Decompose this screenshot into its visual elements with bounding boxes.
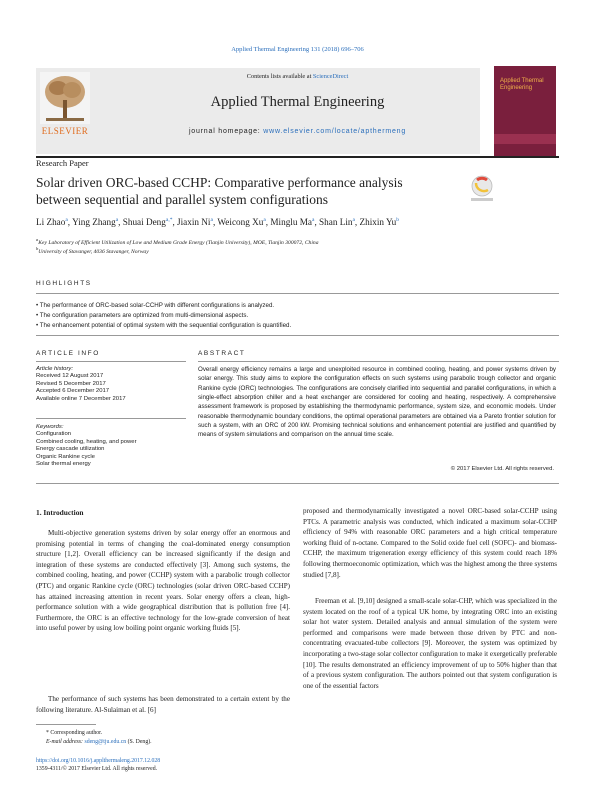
sciencedirect-link[interactable]: ScienceDirect — [312, 73, 349, 80]
homepage-prefix: journal homepage: — [188, 128, 264, 135]
email-label: E-mail address: — [46, 739, 85, 745]
abstract-bottom-rule — [36, 483, 559, 484]
article-info-heading: ARTICLE INFO — [36, 350, 100, 357]
journal-title: Applied Thermal Engineering — [210, 94, 385, 110]
keyword: Solar thermal energy — [36, 461, 91, 468]
keyword: Combined cooling, heating, and power — [36, 438, 137, 445]
keywords-block — [36, 424, 184, 468]
section-heading-introduction: 1. Introduction — [36, 508, 84, 517]
history-accepted: Accepted 6 December 2017 — [36, 388, 110, 395]
keyword: Configuration — [36, 431, 72, 438]
corresponding-author-note: * Corresponding author. — [46, 730, 103, 736]
author[interactable]: Weicong Xu$^a$ — [217, 217, 266, 228]
author[interactable]: Shan Lin$^a$ — [319, 217, 355, 228]
highlights-list — [36, 301, 291, 331]
author[interactable]: Li Zhao$^a$ — [36, 217, 68, 228]
article-info-rule — [36, 361, 186, 362]
keyword: Energy cascade utilization — [36, 446, 105, 453]
intro-paragraph-3: proposed and thermodynamically investigated a novel ORC-based solar-CCHP using PTCs. A parametric analysis was conducted, which indicated a maximum solar-CCHP efficiency of 94% with reasonable ORC parameters and a high critical temperature working fluid of n-octane. Compared to the Solid oxide fuel cell (SOFC)- and biomass-CCHP, the maximum trigeneration exergy efficiency of this system could reach 18% following thermoeconomic optimization, which was the highest among the three systems studied [7,8]. — [303, 507, 557, 579]
contents-prefix: Contents lists available at — [246, 73, 313, 80]
author[interactable]: Shuai Deng$^{a,*}$ — [122, 217, 173, 228]
cover-title: Applied Thermal Engineering — [500, 78, 544, 91]
email-line — [46, 738, 152, 746]
highlight-item: • The configuration parameters are optimized from multi-dimensional aspects. — [36, 312, 249, 319]
check-for-updates-icon[interactable] — [468, 174, 496, 204]
highlights-heading: HIGHLIGHTS — [36, 280, 92, 287]
email-suffix: (S. Deng). — [126, 739, 152, 745]
highlight-item: • The performance of ORC-based solar-CCHP with different configurations is analyzed. — [36, 302, 275, 309]
article-history — [36, 366, 184, 403]
abstract-copyright: © 2017 Elsevier Ltd. All rights reserved. — [450, 466, 554, 472]
header-rule — [36, 156, 559, 158]
article-type: Research Paper — [36, 158, 89, 168]
highlights-bottom-rule — [36, 335, 559, 336]
journal-reference[interactable]: Applied Thermal Engineering 131 (2018) 696–706 — [231, 46, 364, 53]
footnote-rule — [36, 724, 96, 725]
history-revised: Revised 5 December 2017 — [36, 380, 106, 387]
abstract-rule — [198, 361, 559, 362]
email-link[interactable]: sdeng@tju.edu.cn — [84, 739, 127, 745]
paper-title: Solar driven ORC-based CCHP: Comparative performance analysis between sequential and parallel system configurations — [36, 175, 403, 207]
affiliation-b: $^b$University of Stavanger, 4036 Stavanger, Norway — [36, 246, 149, 255]
history-received: Received 12 August 2017 — [36, 373, 104, 380]
author[interactable]: Ying Zhang$^a$ — [72, 217, 119, 228]
intro-paragraph-1: Multi-objective generation systems driven by solar energy offer an enormous and promising potential in terms of changing the coal-dominated energy consumption structure [1,2]. Overall efficiency can be increased significantly if the design and integration of these systems are conducted effectively [3]. Among such systems, the combined cooling, heating, and power (CCHP) system with a parabolic trough collector (PTC) and organic Rankine cycle (ORC) technologies (solar driven ORC-based CCHP) has attained increasing attention in recent years. Solar energy offers a clean, high-performance solution with a wide geographical distribution that is pollution free [4]. Furthermore, the ORC is an effective technology for the low-grade conversion of heat into useful power by using low boiling point organic working fluids [5]. — [36, 529, 290, 633]
author-list: Li Zhao$^a$, Ying Zhang$^a$, Shuai Deng$^{a,*}$, Jiaxin Ni$^a$, Weicong Xu$^a$, Minglu Ma$^a$, Shan Lin$^a$, Zhixin Yu$^b$ — [36, 217, 399, 228]
author[interactable]: Minglu Ma$^a$ — [270, 217, 315, 228]
highlights-top-rule — [36, 293, 559, 294]
journal-cover-image[interactable] — [494, 66, 556, 156]
affiliation-a: $^a$Key Laboratory of Efficient Utilization of Low and Medium Grade Energy (Tianjin University), MOE, Tianjin 300072, China — [36, 237, 319, 246]
keywords-label: Keywords: — [36, 424, 64, 430]
abstract-heading: ABSTRACT — [198, 350, 246, 357]
doi-link[interactable]: https://doi.org/10.1016/j.applthermaleng.2017.12.028 — [36, 758, 161, 764]
keyword: Organic Rankine cycle — [36, 453, 95, 460]
intro-paragraph-2: The performance of such systems has been demonstrated to a certain extent by the following literature. Al-Sulaiman et al. [6] — [36, 695, 290, 714]
intro-paragraph-4: Freeman et al. [9,10] designed a small-scale solar-CHP, which was specialized in the system located on the roof of a typical UK home, by integrating ORC into an existing solar hot water system. Detailed analysis and annual simulation of the system were performed and comparisons were made between those driven by PTC and non-concentrating evacuated-tube collectors [9]. Moreover, the system was optimized by incorporating a two-stage solar collector configuration to make it exergetically preferable [10]. The results demonstrated an efficiency improvement of up to 50% higher than that of a previous system configuration. The authors pointed out that system configuration is one of the essential factors — [303, 597, 557, 690]
journal-header-band — [36, 68, 480, 154]
publisher-logo-text: ELSEVIER — [41, 126, 89, 136]
history-label: Article history: — [36, 366, 73, 372]
highlight-item: • The enhancement potential of optimal system with the sequential configuration is quantified. — [36, 322, 292, 329]
issn-copyright: 1359-4311/© 2017 Elsevier Ltd. All rights reserved. — [36, 766, 158, 772]
homepage-link[interactable]: www.elsevier.com/locate/apthermeng — [263, 128, 407, 135]
abstract-text: Overall energy efficiency remains a large and unexploited resource in combined cooling, heating, and power systems driven by solar energy. This study aims to explore the configuration effects on such systems using parabolic trough collector and organic Rankine cycle (ORC) technologies. The configurations are concisely clarified into sequential and parallel configurations, in which a single-effect absorption chiller and a heat exchanger are considered for cooling and heating, respectively. A comprehensive assessment framework is proposed by establishing the thermodynamic performance, system size, and economic models. Under reasonable thermodynamic boundary conditions, the optimal operational parameters are obtained via a Pareto frontier solution for such a system, with an ORC of 200 kW. Promising technical solutions and enhancement potential are justified and quantified by means of system simulations and comparison on the annual time scale. — [198, 366, 556, 439]
author[interactable]: Jiaxin Ni$^a$ — [177, 217, 213, 228]
history-online: Available online 7 December 2017 — [36, 395, 126, 402]
keywords-rule — [36, 418, 186, 419]
cover-stripe — [494, 134, 556, 144]
author[interactable]: Zhixin Yu$^b$ — [359, 217, 399, 228]
